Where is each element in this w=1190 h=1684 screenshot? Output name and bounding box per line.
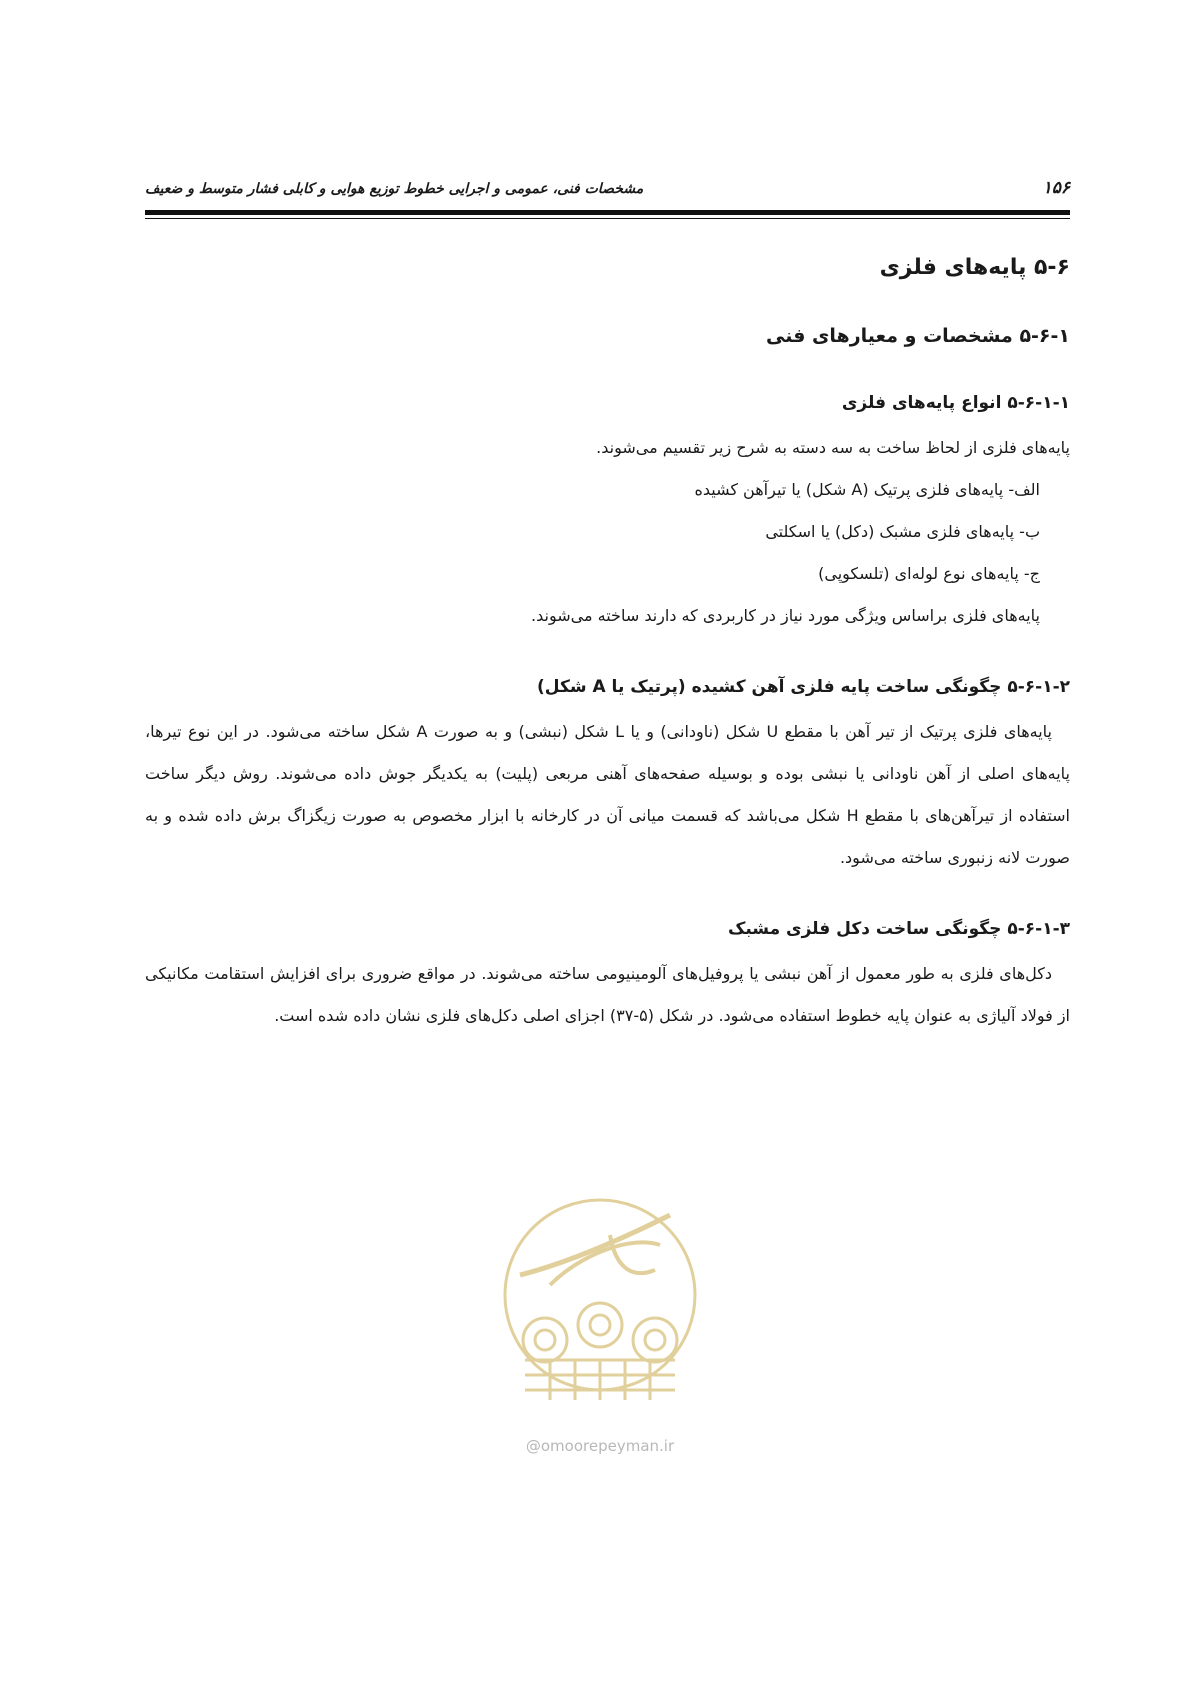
watermark-url: @omoorepeyman.ir [525, 1437, 675, 1455]
lattice-body: دکل‌های فلزی به طور معمول از آهن نبشی یا پروفیل‌های آلومینیومی ساخته می‌شوند. در مواقع ضروری برای افزایش استقامت مکانیکی از فولاد آلیاژی به عنوان پایه خطوط استفاده می‌شود. در شکل (۵-۳۷) اجزای اصلی دکل‌های فلزی نشان داده شده است. [145, 964, 1070, 1025]
watermark [490, 1175, 710, 1465]
list-item: الف- پایه‌های فلزی پرتیک (A شکل) یا تیرآهن کشیده [694, 480, 1040, 499]
list-item: ج- پایه‌های نوع لوله‌ای (تلسکوپی) [818, 564, 1040, 583]
types-intro: پایه‌های فلزی از لحاظ ساخت به سه دسته به شرح زیر تقسیم می‌شوند. [596, 438, 1070, 457]
types-list [145, 469, 1070, 595]
running-title: مشخصات فنی، عمومی و اجرایی خطوط توزیع هوایی و کابلی فشار متوسط و ضعیف [145, 181, 644, 197]
page-number: ۱۵۶ [1042, 178, 1070, 198]
page-header [145, 178, 1070, 208]
header-rule-thin [145, 218, 1070, 219]
lattice-heading: ۵-۶-۱-۳ چگونگی ساخت دکل فلزی مشبک [727, 919, 1070, 939]
types-closing: پایه‌های فلزی براساس ویژگی مورد نیاز در کاربردی که دارند ساخته می‌شوند. [531, 606, 1040, 625]
section-heading: ۵-۶ پایه‌های فلزی [879, 255, 1070, 280]
page-content [145, 255, 1070, 1037]
portik-body: پایه‌های فلزی پرتیک از تیر آهن با مقطع U شکل (ناودانی) و یا L شکل (نبشی) و به صورت A شکل ساخته می‌شود. در این نوع تیرها، پایه‌های اصلی از آهن ناودانی یا نبشی بوده و بوسیله صفحه‌های آهنی مربعی (پلیت) به یکدیگر جوش داده می‌شوند. روش دیگر ساخت استفاده از تیرآهن‌های با مقطع H شکل می‌باشد که قسمت میانی آن در کارخانه با ابزار مخصوص به صورت زیگزاگ برش داده شده و به صورت لانه زنبوری ساخته می‌شود. [145, 722, 1070, 867]
list-item: ب- پایه‌های فلزی مشبک (دکل) یا اسکلتی [765, 522, 1040, 541]
types-heading: ۵-۶-۱-۱ انواع پایه‌های فلزی [841, 393, 1070, 413]
subsection-heading: ۵-۶-۱ مشخصات و معیارهای فنی [765, 325, 1070, 347]
header-rule-thick [145, 210, 1070, 215]
watermark-logo-icon [490, 1175, 710, 1435]
portik-heading: ۵-۶-۱-۲ چگونگی ساخت پایه فلزی آهن کشیده (پرتیک یا A شکل) [537, 677, 1070, 697]
